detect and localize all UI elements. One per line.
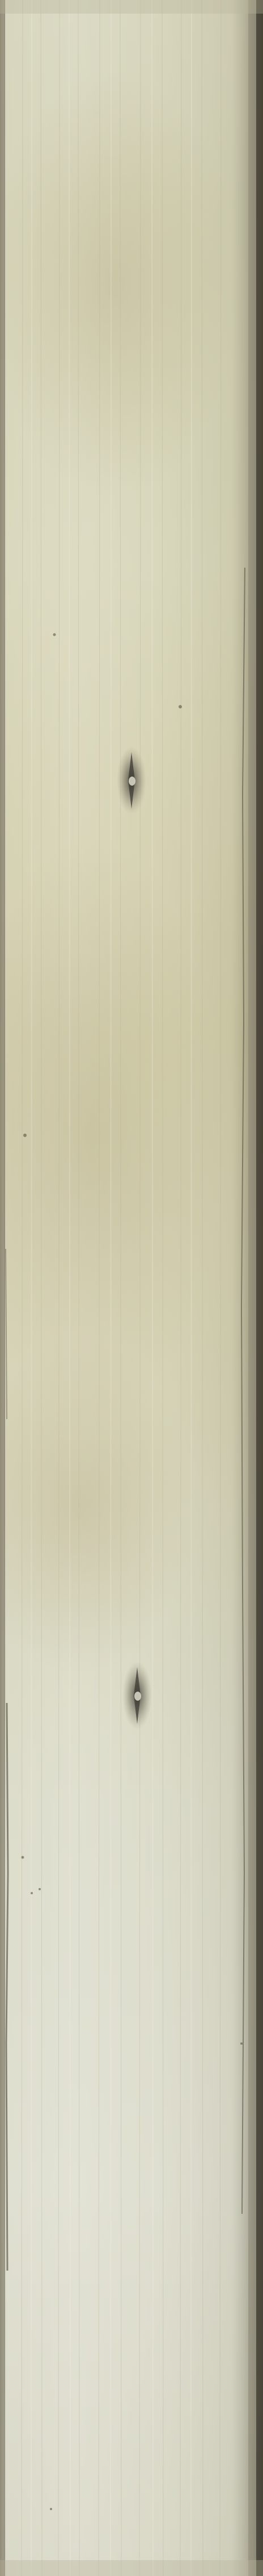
left-edge bbox=[0, 0, 4, 2576]
top-shade bbox=[0, 0, 263, 14]
node-lower bbox=[122, 1662, 152, 1730]
right-edge-shadow bbox=[248, 0, 256, 2576]
bottom-shade bbox=[0, 2560, 263, 2576]
right-edge-dark bbox=[256, 0, 263, 2576]
node-upper bbox=[117, 746, 146, 815]
stain-upper bbox=[0, 68, 238, 500]
left-edge-line bbox=[4, 0, 5, 2576]
